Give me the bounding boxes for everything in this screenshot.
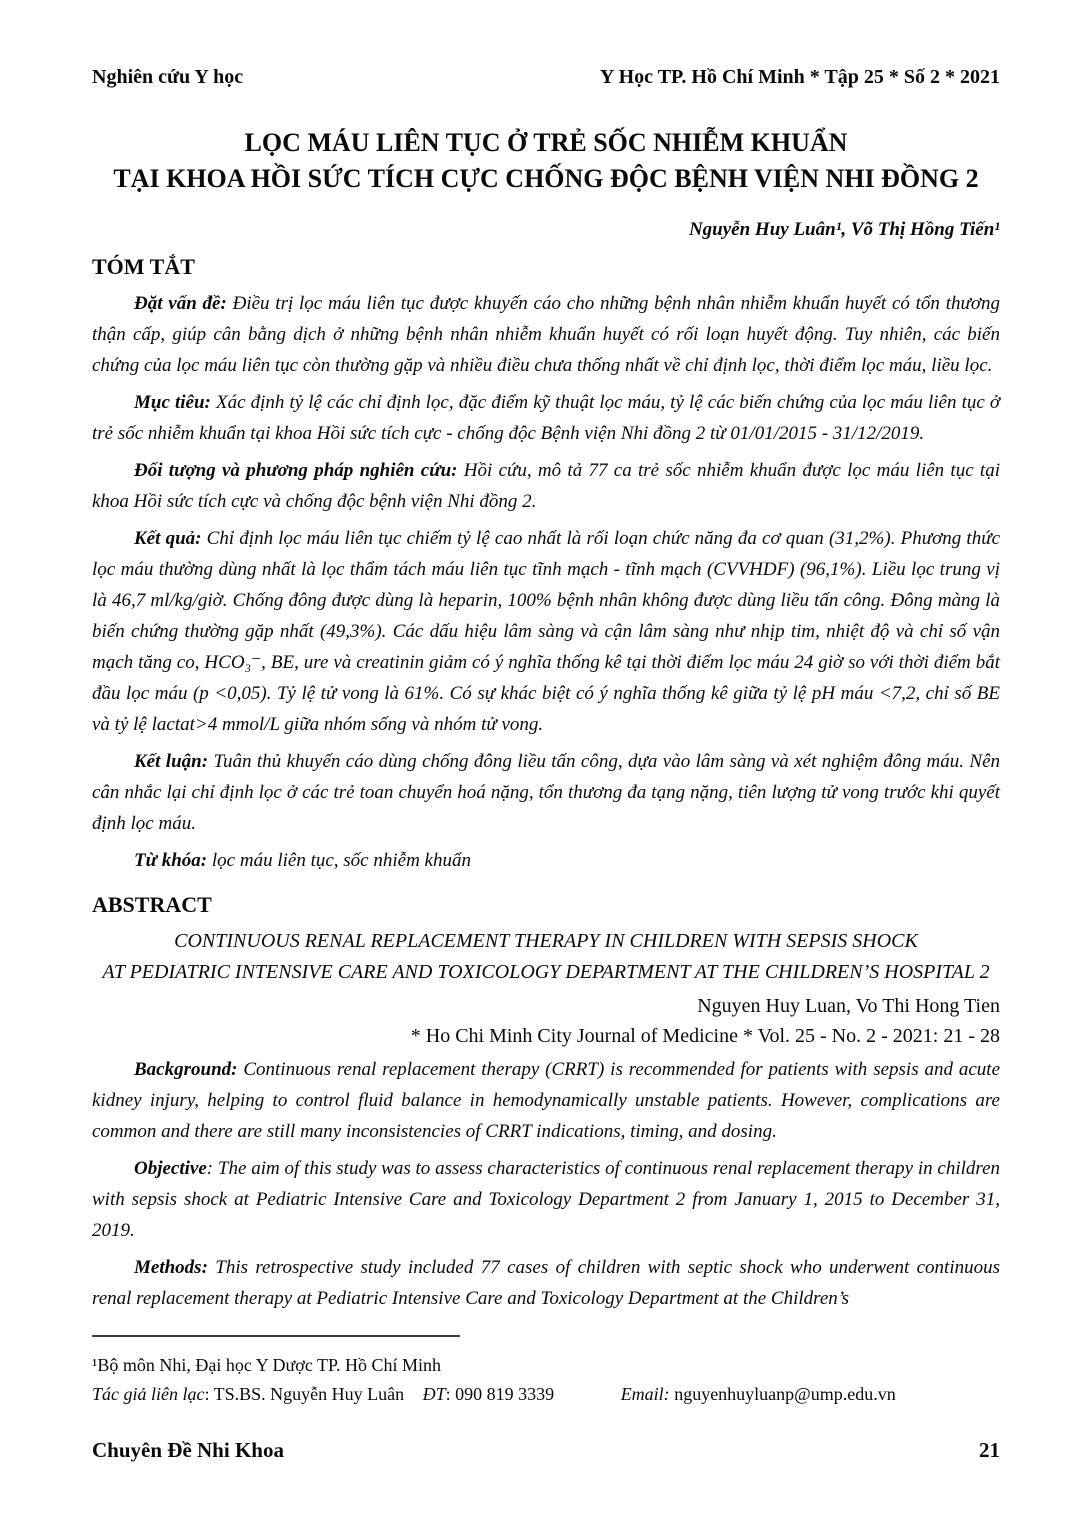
footer-section-title: Chuyên Đề Nhi Khoa (92, 1438, 284, 1462)
page-number: 21 (979, 1438, 1000, 1462)
paragraph-doi-tuong (92, 455, 1000, 517)
page-header (92, 66, 1000, 89)
authors-english: Nguyen Huy Luan, Vo Thi Hong Tien (697, 995, 1000, 1017)
english-title (92, 926, 1000, 988)
footnote-rule (92, 1335, 460, 1337)
phone-label: ĐT (422, 1384, 446, 1404)
paragraph-label: Background: (134, 1059, 238, 1080)
paragraph-text: Xác định tỷ lệ các chỉ định lọc, đặc điểm kỹ thuật lọc máu, tỷ lệ các biến chứng của lọc máu liên tục ở trẻ sốc nhiễm khuẩn tại khoa Hồi sức tích cực - chống độc Bệnh viện Nhi đồng 2 từ 01/01/2015 - 31/12/2019. (92, 392, 1001, 444)
page-footer (92, 1438, 1000, 1515)
english-title-line2: AT PEDIATRIC INTENSIVE CARE AND TOXICOLOGY DEPARTMENT AT THE CHILDREN’S HOSPITAL 2 (102, 961, 990, 983)
paragraph-label: Đối tượng và phương pháp nghiên cứu: (134, 460, 458, 481)
paragraph-label: Từ khóa: (134, 850, 208, 871)
english-title-line1: CONTINUOUS RENAL REPLACEMENT THERAPY IN CHILDREN WITH SEPSIS SHOCK (174, 930, 918, 952)
paragraph-objective (92, 1153, 1000, 1246)
paragraph-text: lọc máu liên tục, sốc nhiễm khuẩn (211, 850, 471, 871)
paragraph-label: Methods: (134, 1257, 208, 1278)
paragraph-text: This retrospective study included 77 cases of children with septic shock who underwent continuous renal replacement therapy at Pediatric Intensive Care and Toxicology Department at the Children’s (92, 1257, 1001, 1309)
authors-vietnamese: Nguyễn Huy Luân¹, Võ Thị Hồng Tiến¹ (688, 219, 1000, 240)
footnote-block (92, 1325, 1000, 1409)
paragraph-ket-qua (92, 523, 1000, 740)
abstract-heading: ABSTRACT (92, 892, 212, 917)
paragraph-text: Continuous renal replacement therapy (CRRT) is recommended for patients with sepsis and acute kidney injury, helping to control fluid balance in hemodynamically unstable patients. However, complications are common and there are still many inconsistencies of CRRT indications, timing, and dosing. (92, 1059, 1001, 1142)
article-title-line2: TẠI KHOA HỒI SỨC TÍCH CỰC CHỐNG ĐỘC BỆNH VIỆN NHI ĐỒNG 2 (113, 164, 979, 193)
contact-label: Tác giả liên lạc (92, 1384, 205, 1404)
paragraph-background (92, 1054, 1000, 1147)
header-section-label: Nghiên cứu Y học (92, 66, 244, 88)
paragraph-text: : The aim of this study was to assess characteristics of continuous renal replacement therapy in children with sepsis shock at Pediatric Intensive Care and Toxicology Department 2 from January 1, 2015 to December 31, 2019. (92, 1158, 1000, 1241)
paragraph-label: Objective (134, 1158, 207, 1179)
paragraph-ket-luan (92, 746, 1000, 839)
paragraph-text: Hồi cứu, mô tả 77 ca trẻ sốc nhiễm khuẩn được lọc máu liên tục tại khoa Hồi sức tích cực và chống độc bệnh viện Nhi đồng 2. (92, 460, 1000, 512)
paragraph-label: Kết luận: (134, 751, 209, 772)
affiliation-note: ¹Bộ môn Nhi, Đại học Y Dược TP. Hồ Chí Minh (92, 1355, 442, 1375)
paragraph-text: Điều trị lọc máu liên tục được khuyến cáo cho những bệnh nhân nhiễm khuẩn huyết có tổn thương thận cấp, giúp cân bằng dịch ở những bệnh nhân nhiễm khuẩn huyết có rối loạn huyết động. Tuy nhiên, các biến chứng của lọc máu liên tục còn thường gặp và nhiều điều chưa thống nhất về chỉ định lọc, thời điểm lọc máu, liều lọc. (92, 293, 1000, 376)
paragraph-muc-tieu (92, 387, 1000, 449)
paragraph-label: Mục tiêu: (134, 392, 211, 413)
contact-name: : TS.BS. Nguyễn Huy Luân (204, 1384, 405, 1404)
paragraph-text: Tuân thủ khuyến cáo dùng chống đông liều tấn công, dựa vào lâm sàng và xét nghiệm đông máu. Nên cân nhắc lại chỉ định lọc ở các trẻ toan chuyển hoá nặng, tổn thương đa tạng nặng, tiên lượng tử vong trước khi quyết định lọc máu. (92, 751, 1001, 834)
paragraph-methods (92, 1252, 1000, 1314)
article-title-line1: LỌC MÁU LIÊN TỤC Ở TRẺ SỐC NHIỄM KHUẨN (244, 128, 848, 157)
paragraph-tu-khoa (92, 845, 1000, 876)
email-address: nguyenhuyluanp@ump.edu.vn (674, 1384, 896, 1404)
journal-citation-line: * Ho Chi Minh City Journal of Medicine * Vol. 25 - No. 2 - 2021: 21 - 28 (410, 1025, 1000, 1047)
header-issue-label: Y Học TP. Hồ Chí Minh * Tập 25 * Số 2 * 2021 (599, 66, 1000, 88)
email-label: Email: (620, 1384, 670, 1404)
paragraph-label: Kết quả: (134, 528, 202, 549)
phone-number: : 090 819 3339 (445, 1384, 555, 1404)
article-title (92, 125, 1000, 197)
corresponding-author-line (92, 1380, 1000, 1409)
paragraph-text: Chỉ định lọc máu liên tục chiếm tỷ lệ cao nhất là rối loạn chức năng đa cơ quan (31,2%). Phương thức lọc máu thường dùng nhất là lọc thẩm tách máu liên tục tĩnh mạch - tĩnh mạch (CVVHDF) (96,1%). Liều lọc trung vị là 46,7 ml/kg/giờ. Chống đông được dùng là heparin, 100% bệnh nhân không được dùng liều tấn công. Đông màng là biến chứng thường gặp nhất (49,3%). Các dấu hiệu lâm sàng và cận lâm sàng như nhịp tim, nhiệt độ và chỉ số vận mạch tăng co, HCO₃⁻, BE, ure và creatinin giảm có ý nghĩa thống kê tại thời điểm lọc máu 24 giờ so với thời điểm bắt đầu lọc máu (p <0,05). Tỷ lệ tử vong là 61%. Có sự khác biệt có ý nghĩa thống kê giữa tỷ lệ pH máu <7,2, chỉ số BE và tỷ lệ lactat>4 mmol/L giữa nhóm sống và nhóm tử vong. (92, 528, 1001, 735)
paragraph-dat-van-de (92, 288, 1000, 381)
tom-tat-heading: TÓM TẮT (92, 254, 195, 279)
paragraph-label: Đặt vấn đề: (134, 293, 227, 314)
